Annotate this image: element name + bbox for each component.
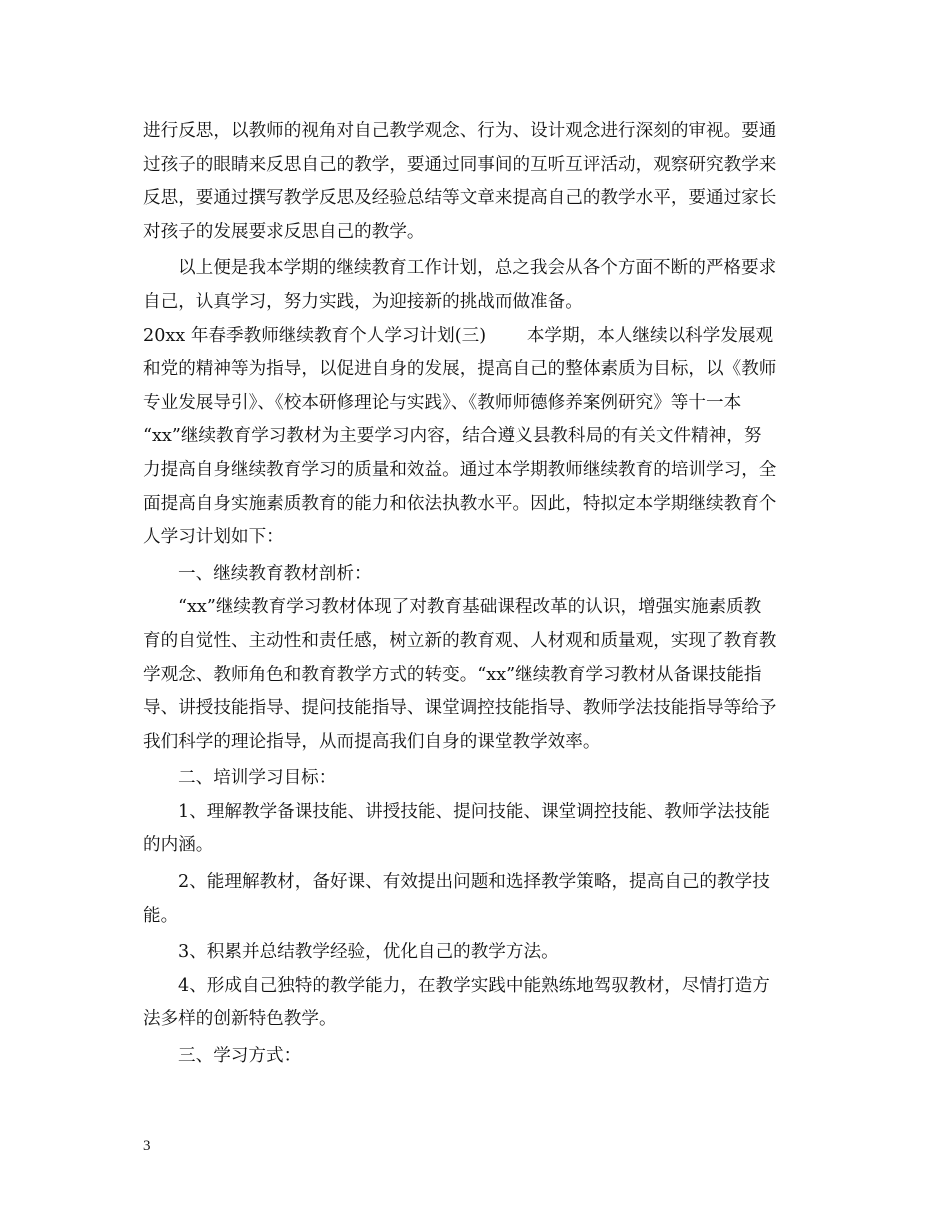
list-item-3: 3、积累并总结教学经验，优化自己的教学方法。 bbox=[178, 942, 559, 963]
text-line-7: 20xx 年春季教师继续教育个人学习计划(三) 本学期，本人继续以科学发展观 bbox=[143, 325, 774, 346]
text-line-17: 学观念、教师角色和教育教学方式的转变。“xx”继续教育学习教材从备课技能指 bbox=[143, 664, 762, 685]
section-heading-1: 一、继续教育教材剖析： bbox=[178, 563, 372, 584]
text-line-2: 过孩子的眼睛来反思自己的教学，要通过同事间的互听互评活动，观察研究教学来 bbox=[143, 154, 777, 175]
list-item-2: 2、能理解教材，备好课、有效提出问题和选择教学策略，提高自己的教学技 bbox=[178, 872, 770, 893]
text-line-10: “xx”继续教育学习教材为主要学习内容，结合遵义县教科局的有关文件精神，努 bbox=[143, 426, 762, 447]
text-line-8: 和党的精神等为指导，以促进自身的发展，提高自己的整体素质为目标，以《教师 bbox=[143, 359, 777, 380]
document-body bbox=[143, 115, 808, 1074]
text-line-19: 我们科学的理论指导，从而提高我们自身的课堂教学效率。 bbox=[143, 731, 601, 752]
text-line-15: “xx”继续教育学习教材体现了对教育基础课程改革的认识，增强实施素质教 bbox=[178, 597, 762, 618]
list-item-1: 1、理解教学备课技能、讲授技能、提问技能、课堂调控技能、教师学法技能 bbox=[178, 801, 770, 822]
section-heading-3: 三、学习方式： bbox=[178, 1046, 302, 1067]
list-item-2-cont: 能。 bbox=[143, 905, 179, 926]
text-line-9: 专业发展导引》、《校本研修理论与实践》、《教师师德修养案例研究》等十一本 bbox=[143, 392, 742, 413]
text-line-11: 力提高自身继续教育学习的质量和效益。通过本学期教师继续教育的培训学习，全 bbox=[143, 459, 777, 480]
text-line-3: 反思，要通过撰写教学反思及经验总结等文章来提高自己的教学水平，要通过家长 bbox=[143, 188, 777, 209]
text-line-4: 对孩子的发展要求反思自己的教学。 bbox=[143, 221, 425, 242]
text-line-5: 以上便是我本学期的继续教育工作计划，总之我会从各个方面不断的严格要求 bbox=[178, 258, 777, 279]
text-line-16: 育的自觉性、主动性和责任感，树立新的教育观、人材观和质量观，实现了教育教 bbox=[143, 630, 777, 651]
text-line-18: 导、讲授技能指导、提问技能指导、课堂调控技能指导、教师学法技能指导等给予 bbox=[143, 698, 777, 719]
list-item-4: 4、形成自己独特的教学能力，在教学实践中能熟练地驾驭教材，尽情打造方 bbox=[178, 975, 770, 996]
text-line-6: 自己，认真学习，努力实践，为迎接新的挑战而做准备。 bbox=[143, 291, 583, 312]
list-item-4-cont: 法多样的创新特色教学。 bbox=[143, 1009, 337, 1030]
page-number: 3 bbox=[143, 1138, 151, 1154]
text-line-12: 面提高自身实施素质教育的能力和依法执教水平。因此，特拟定本学期继续教育个 bbox=[143, 493, 777, 514]
text-line-1: 进行反思，以教师的视角对自己教学观念、行为、设计观念进行深刻的审视。要通 bbox=[143, 121, 777, 141]
list-item-1-cont: 的内涵。 bbox=[143, 835, 214, 856]
section-heading-2: 二、培训学习目标： bbox=[178, 768, 337, 789]
text-line-13: 人学习计划如下： bbox=[143, 527, 284, 548]
